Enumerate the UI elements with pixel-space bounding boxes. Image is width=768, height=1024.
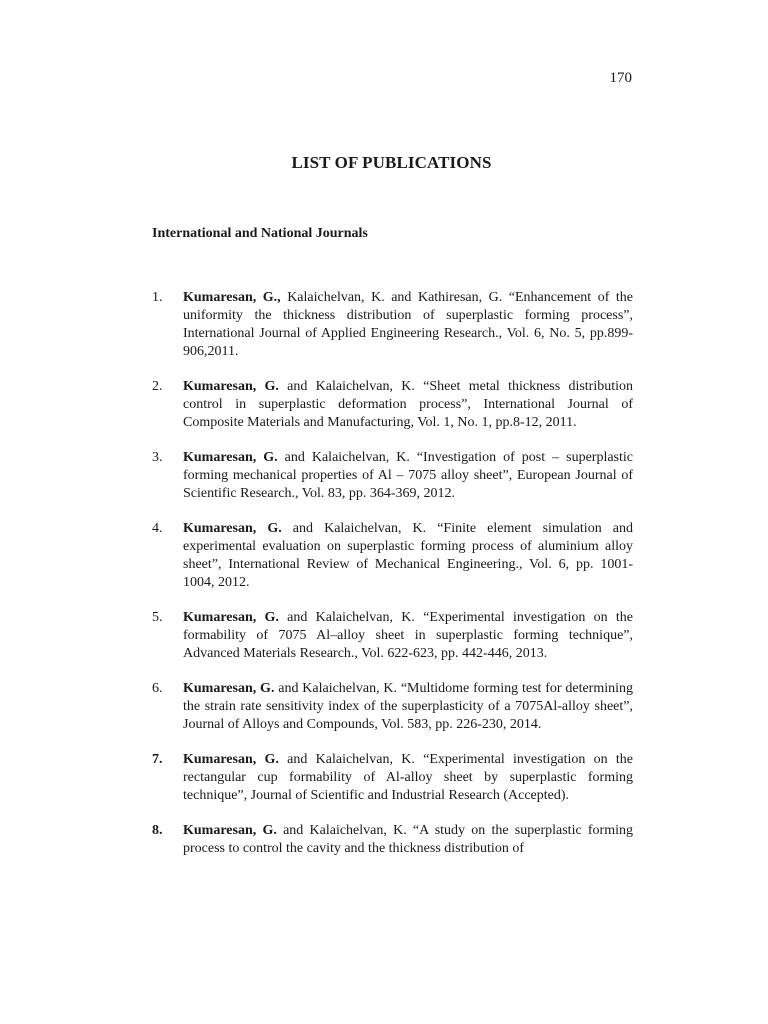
publication-details: and Kalaichelvan, K. “Experimental investigation on the rectangular cup formability of Al-alloy sheet by superplastic forming technique”, Journal of Scientific and Industrial Research (Accepted). xyxy=(183,752,633,803)
page-number: 170 xyxy=(609,70,632,86)
publication-details: and Kalaichelvan, K. “Experimental investigation on the formability of 7075 Al–alloy sheet in superplastic forming technique”, Advanced Materials Research., Vol. 622-623, pp. 442-446, 2013. xyxy=(183,610,633,661)
publication-details: and Kalaichelvan, K. “Multidome forming test for determining the strain rate sensitivity index of the superplasticity of a 7075Al-alloy sheet”, Journal of Alloys and Compounds, Vol. 583, pp. 226-230, 2014. xyxy=(183,681,634,732)
publication-item xyxy=(152,378,633,432)
publication-item xyxy=(152,520,633,592)
publication-item xyxy=(152,680,633,734)
publication-item xyxy=(152,822,633,858)
publication-item xyxy=(152,751,633,805)
publication-text xyxy=(183,680,633,734)
publication-text xyxy=(183,822,633,858)
page-title: LIST OF PUBLICATIONS xyxy=(291,153,492,172)
publication-number: 5. xyxy=(152,610,163,625)
publication-details: and Kalaichelvan, K. “Finite element simulation and experimental evaluation on superplastic forming process of aluminium alloy sheet”, International Review of Mechanical Engineering., Vol. 6, pp. 1001-1004, 2012. xyxy=(183,521,633,590)
publication-author: Kumaresan, G. xyxy=(183,681,275,696)
publication-author: Kumaresan, G. xyxy=(183,823,277,838)
publication-author: Kumaresan, G., xyxy=(183,290,281,305)
publication-list xyxy=(152,289,633,875)
publication-details: and Kalaichelvan, K. “Sheet metal thickness distribution control in superplastic deformation process”, International Journal of Composite Materials and Manufacturing, Vol. 1, No. 1, pp.8-12, 2011. xyxy=(183,379,634,430)
publication-author: Kumaresan, G. xyxy=(183,379,279,394)
publication-text xyxy=(183,609,633,663)
publication-number: 8. xyxy=(152,823,163,838)
publication-details: Kalaichelvan, K. and Kathiresan, G. “Enhancement of the uniformity the thickness distribution of superplastic forming process”, International Journal of Applied Engineering Research., Vol. 6, No. 5, pp.899-906,2011. xyxy=(183,290,633,359)
publication-number: 2. xyxy=(152,379,163,394)
publication-author: Kumaresan, G. xyxy=(183,752,279,767)
publication-number: 7. xyxy=(152,752,163,767)
publication-number: 6. xyxy=(152,681,163,696)
publication-number: 4. xyxy=(152,521,163,536)
publication-number: 1. xyxy=(152,290,163,305)
publication-author: Kumaresan, G. xyxy=(183,610,279,625)
publication-text xyxy=(183,751,633,805)
publication-item xyxy=(152,449,633,503)
publication-text xyxy=(183,289,633,361)
publication-item xyxy=(152,289,633,361)
publication-details: and Kalaichelvan, K. “A study on the superplastic forming process to control the cavity and the thickness distribution of xyxy=(183,823,633,856)
publication-number: 3. xyxy=(152,450,163,465)
section-heading: International and National Journals xyxy=(152,226,368,241)
publication-text xyxy=(183,378,633,432)
publication-item xyxy=(152,609,633,663)
publication-author: Kumaresan, G. xyxy=(183,521,282,536)
publication-author: Kumaresan, G. xyxy=(183,450,278,465)
publication-text xyxy=(183,449,633,503)
publication-text xyxy=(183,520,633,592)
publication-details: and Kalaichelvan, K. “Investigation of post – superplastic forming mechanical properties of Al – 7075 alloy sheet”, European Journal of Scientific Research., Vol. 83, pp. 364-369, 2012. xyxy=(183,450,633,501)
